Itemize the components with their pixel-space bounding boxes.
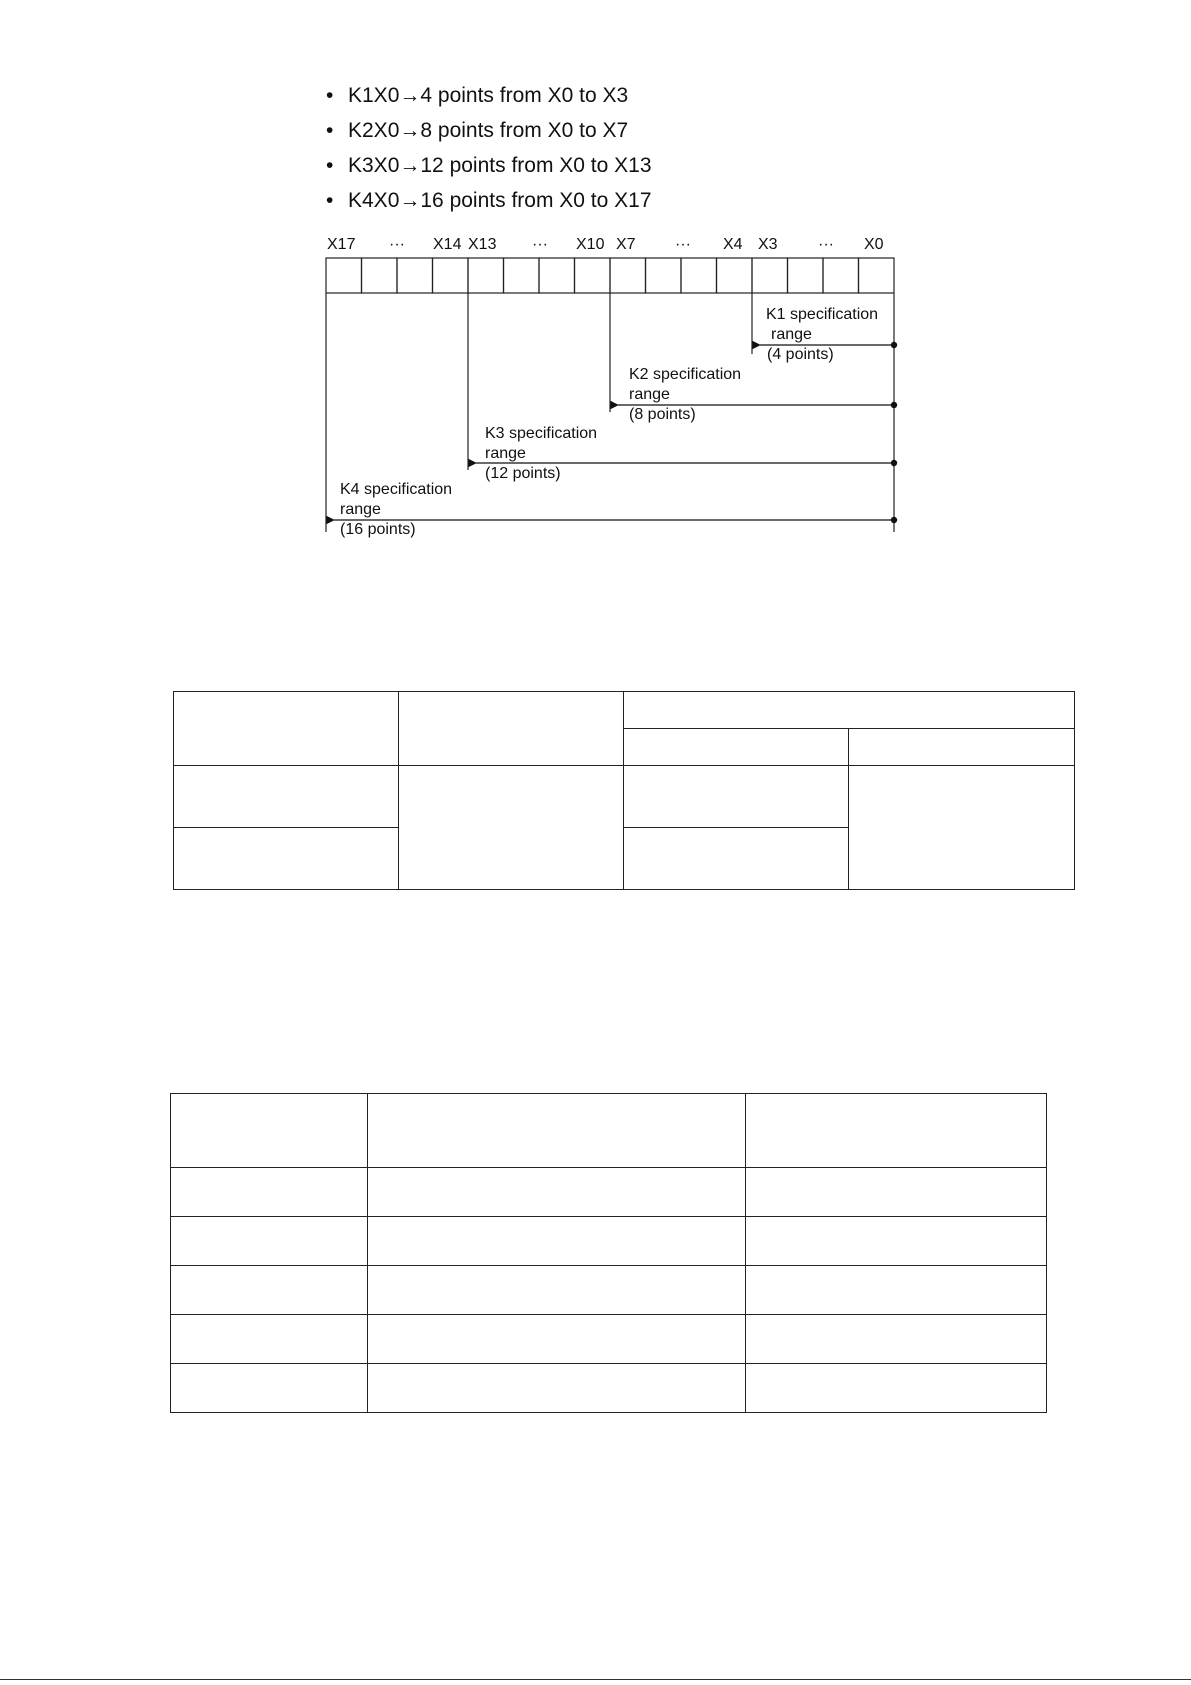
arrow-icon: → (399, 119, 421, 142)
empty-grid-table-1 (173, 691, 1075, 890)
bit-label: X0 (864, 236, 884, 253)
bit-labels (327, 236, 884, 253)
range-k4 (334, 481, 897, 538)
table-cell (624, 692, 1075, 729)
table-cell (746, 1315, 1047, 1364)
range-k3 (476, 425, 897, 482)
empty-grid-table-2 (170, 1093, 1047, 1413)
table-row (171, 1217, 1047, 1266)
bit-label: ··· (532, 236, 548, 253)
bullet-icon: • (326, 119, 334, 142)
table-row (171, 1168, 1047, 1217)
bit-cell (681, 258, 717, 293)
bullet-text: 8 points from X0 to X7 (420, 119, 629, 142)
bit-label: X14 (433, 236, 462, 253)
bit-cell (362, 258, 398, 293)
table-cell (399, 766, 624, 890)
table-cell (624, 766, 849, 828)
range-label-line: K2 specification (629, 366, 742, 383)
bullet-text: 12 points from X0 to X13 (420, 154, 652, 177)
bit-cell (397, 258, 433, 293)
table-cell (746, 1094, 1047, 1168)
bit-label: ··· (389, 236, 405, 253)
table-row (174, 766, 1075, 828)
table-cell (368, 1168, 746, 1217)
bit-label: X4 (723, 236, 743, 253)
table-cell (174, 692, 399, 766)
range-label-line: range (629, 386, 670, 403)
bit-cell (859, 258, 895, 293)
range-label-line: (12 points) (485, 465, 561, 482)
table-cell (368, 1217, 746, 1266)
bit-label: ··· (675, 236, 691, 253)
range-label-line: (16 points) (340, 521, 416, 538)
bullet-text: 4 points from X0 to X3 (420, 84, 629, 107)
table-cell (368, 1266, 746, 1315)
table-cell (174, 828, 399, 890)
bit-cell (823, 258, 859, 293)
bit-cell (468, 258, 504, 293)
bit-cells (326, 258, 894, 293)
table-cell (849, 766, 1075, 890)
range-label-line: K1 specification (766, 306, 879, 323)
bit-label: X10 (576, 236, 605, 253)
bit-cell (539, 258, 575, 293)
range-label-line: (8 points) (629, 406, 696, 423)
bit-cell (646, 258, 682, 293)
bit-cell (788, 258, 824, 293)
table-cell (368, 1094, 746, 1168)
bit-label: ··· (818, 236, 834, 253)
table-cell (174, 766, 399, 828)
range-label (629, 366, 741, 423)
table-cell (746, 1217, 1047, 1266)
table-cell (171, 1315, 368, 1364)
footer-rule (0, 1679, 1191, 1680)
table-row (171, 1094, 1047, 1168)
bit-cell (433, 258, 469, 293)
table-row (174, 692, 1075, 729)
range-start-dot (891, 517, 897, 523)
range-label-line: (4 points) (767, 346, 834, 363)
bit-cell (610, 258, 646, 293)
range-start-dot (891, 402, 897, 408)
table-cell (368, 1315, 746, 1364)
bullet-code: K2X0 (348, 119, 400, 142)
bit-cell (326, 258, 362, 293)
bullet-code: K1X0 (348, 84, 400, 107)
bit-range-diagram (0, 0, 1191, 560)
bullet-code: K4X0 (348, 189, 400, 212)
bullet-code: K3X0 (348, 154, 400, 177)
bit-label: X7 (616, 236, 636, 253)
table-cell (171, 1217, 368, 1266)
bit-cell (575, 258, 611, 293)
bullet-text: 16 points from X0 to X17 (420, 189, 652, 212)
table-cell (624, 729, 849, 766)
bit-label: X17 (327, 236, 356, 253)
bit-label: X13 (468, 236, 497, 253)
arrow-icon: → (399, 84, 421, 107)
bit-cell (752, 258, 788, 293)
range-label (340, 481, 452, 538)
range-label (766, 306, 878, 363)
table-cell (368, 1364, 746, 1413)
range-label (485, 425, 597, 482)
table-cell (171, 1266, 368, 1315)
bit-cell (504, 258, 540, 293)
bit-label: X3 (758, 236, 778, 253)
bullet-icon: • (326, 84, 334, 107)
table-row (171, 1315, 1047, 1364)
range-label-line: K4 specification (340, 481, 453, 498)
bit-cell (717, 258, 753, 293)
table-cell (746, 1168, 1047, 1217)
range-label-line: range (771, 326, 812, 343)
table-cell (624, 828, 849, 890)
range-start-dot (891, 342, 897, 348)
table-cell (746, 1364, 1047, 1413)
table-row (171, 1364, 1047, 1413)
table-cell (399, 692, 624, 766)
arrow-icon: → (399, 154, 421, 177)
range-k2 (618, 366, 897, 423)
range-k1 (760, 306, 897, 363)
range-start-dot (891, 460, 897, 466)
table-cell (849, 729, 1075, 766)
range-label-line: range (485, 445, 526, 462)
arrow-icon: → (399, 189, 421, 212)
table-cell (171, 1364, 368, 1413)
bullet-icon: • (326, 189, 334, 212)
range-label-line: range (340, 501, 381, 518)
table-row (171, 1266, 1047, 1315)
range-label-line: K3 specification (485, 425, 598, 442)
table-cell (746, 1266, 1047, 1315)
table-cell (171, 1168, 368, 1217)
table-cell (171, 1094, 368, 1168)
bullet-icon: • (326, 154, 334, 177)
